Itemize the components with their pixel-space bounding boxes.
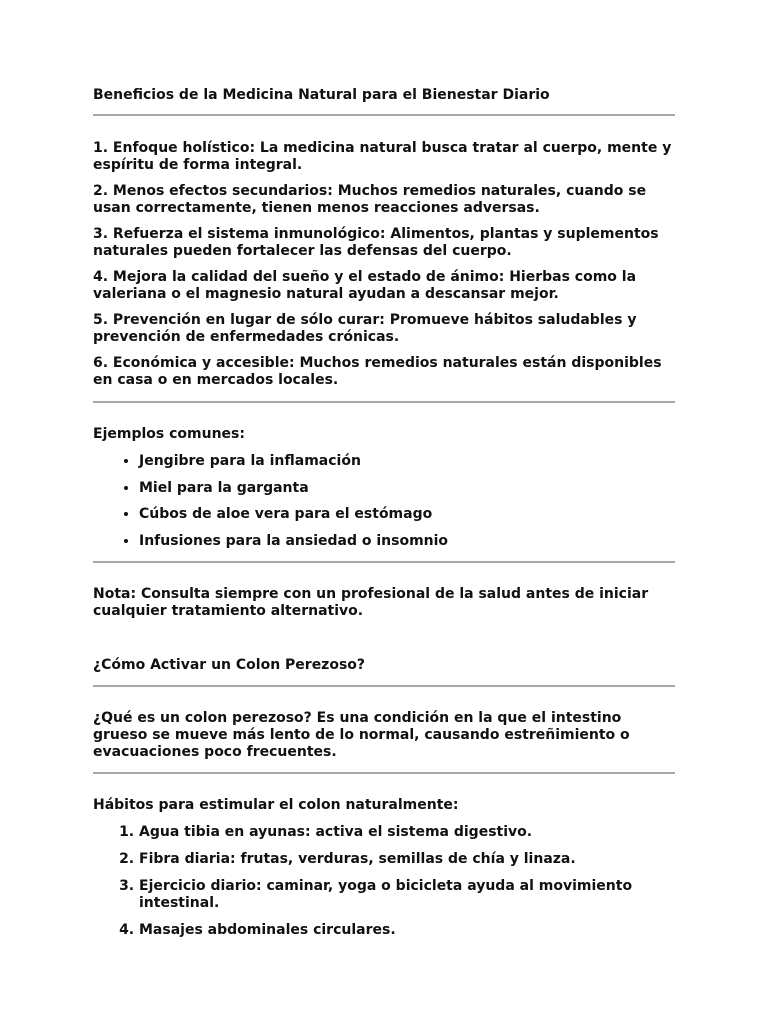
- note-text: Nota: Consulta siempre con un profesional de la salud antes de iniciar cualquier tratamiento alternativo.: [93, 585, 649, 619]
- list-item: 3. Ejercicio diario: caminar, yoga o bicicleta ayuda al movimiento intestinal.: [139, 878, 675, 912]
- document-title: Beneficios de la Medicina Natural para el Bienestar Diario: [93, 87, 550, 103]
- benefit-item: 5. Prevención en lugar de sólo curar: Promueve hábitos saludables y prevención de enfermedades crónicas.: [93, 312, 637, 345]
- list-item: 2. Fibra diaria: frutas, verduras, semillas de chía y linaza.: [139, 851, 675, 868]
- examples-heading: Ejemplos comunes:: [93, 426, 245, 442]
- list-item: • Cúbos de aloe vera para el estómago: [139, 506, 675, 523]
- definition-text: ¿Qué es un colon perezoso? Es una condición en la que el intestino grueso se mueve más lento de lo normal, causando estreñimiento o evacuaciones poco frecuentes.: [93, 709, 630, 760]
- benefit-item: 2. Menos efectos secundarios: Muchos remedios naturales, cuando se usan correctamente, tienen menos reacciones adversas.: [93, 183, 647, 216]
- list-item: 1. Agua tibia en ayunas: activa el sistema digestivo.: [139, 824, 675, 841]
- benefit-item: 3. Refuerza el sistema inmunológico: Alimentos, plantas y suplementos naturales pueden fortalecer las defensas del cuerpo.: [93, 226, 659, 259]
- document-content: [93, 86, 675, 939]
- benefit-item: 4. Mejora la calidad del sueño y el estado de ánimo: Hierbas como la valeriana o el magnesio natural ayudan a descansar mejor.: [93, 269, 637, 302]
- habits-list: [93, 824, 675, 939]
- list-item: • Infusiones para la ansiedad o insomnio: [139, 533, 675, 550]
- benefit-item: 1. Enfoque holístico: La medicina natural busca tratar al cuerpo, mente y espíritu de forma integral.: [93, 140, 672, 173]
- list-item: • Miel para la garganta: [139, 480, 675, 497]
- examples-list: [93, 453, 675, 550]
- habits-heading: Hábitos para estimular el colon naturalmente:: [93, 796, 459, 813]
- section-title: ¿Cómo Activar un Colon Perezoso?: [93, 656, 366, 673]
- list-item: • Jengibre para la inflamación: [139, 453, 675, 470]
- list-item: 4. Masajes abdominales circulares.: [139, 922, 675, 939]
- benefit-item: 6. Económica y accesible: Muchos remedios naturales están disponibles en casa o en mercados locales.: [93, 355, 662, 388]
